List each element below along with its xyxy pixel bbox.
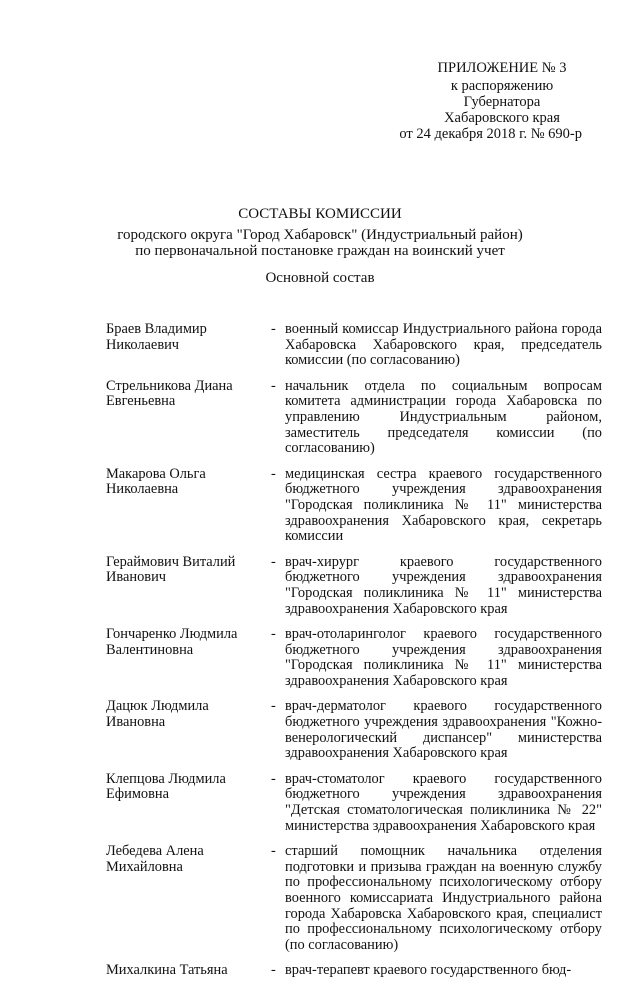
member-row [0,467,640,545]
member-dash: - [271,465,276,482]
member-role: врач-отоларинголог краевого государственного бюджетного учреждения здравоохранения "Городская поликлиника № 11" министерства здравоохранения Хабаровского края [285,626,602,689]
member-dash: - [271,770,276,787]
member-name [106,699,264,730]
member-row [0,627,640,689]
member-role: врач-хирург краевого государственного бюджетного учреждения здравоохранения "Городская поликлиника № 11" министерства здравоохранения Хабаровского края [285,553,602,617]
member-name [106,322,264,353]
appendix-line-3: Хабаровского края [444,110,560,126]
appendix-line-1: к распоряжению [450,78,554,94]
member-name [106,627,264,658]
member-name [106,379,264,410]
member-role: старший помощник начальника отделения подготовки и призыва граждан на военную службу по профессиональному психологическому отбору военного комиссариата Индустриального района города Хабаровска Хабаровского края, специалист по профессиональному психологическому отбору (по согласованию) [285,843,602,953]
member-row [0,699,640,761]
member-surname: Клепцова Людмила [106,770,226,787]
member-name [106,772,264,803]
appendix-date: от 24 декабря 2018 г. № 690-р [399,126,582,142]
member-patronymic: Евгеньевна [106,393,176,410]
document-subtitle-2: по первоначальной постановке граждан на воинский учет [135,243,505,259]
member-surname: Макарова Ольга [106,465,206,482]
member-surname: Михалкина Татьяна [106,962,228,979]
member-dash: - [271,321,276,337]
document-title: СОСТАВЫ КОМИССИИ [238,206,402,222]
member-dash: - [271,962,276,979]
member-name [106,844,264,875]
member-name [106,963,264,979]
member-patronymic: Михайловна [106,858,183,875]
member-surname: Гончаренко Людмила [106,626,238,643]
member-role: начальник отдела по социальным вопросам комитета администрации города Хабаровска по управлению Индустриальным районом, заместитель председателя комиссии (по согласованию) [285,377,602,457]
member-dash: - [271,698,276,715]
member-surname: Гераймович Виталий [106,553,236,570]
member-role: врач-терапевт краевого государственного бюд- [285,962,572,979]
member-name [106,467,264,498]
member-row [0,322,640,369]
document-subtitle-1: городского округа "Город Хабаровск" (Индустриальный район) [117,227,523,243]
member-patronymic: Николаевич [106,336,180,353]
member-dash: - [271,553,276,570]
member-patronymic: Валентиновна [106,641,194,658]
member-dash: - [271,843,276,860]
member-surname: Дацюк Людмила [106,698,209,715]
member-role: военный комиссар Индустриального района города Хабаровска Хабаровского края, председатель комиссии (по согласованию) [285,321,602,369]
member-dash: - [271,626,276,643]
section-heading: Основной состав [265,270,375,286]
member-row [0,963,640,979]
member-row [0,844,640,953]
member-surname: Стрельникова Диана [106,377,233,394]
appendix-block [399,60,602,142]
member-surname: Лебедева Алена [106,843,204,860]
member-role: медицинская сестра краевого государственного бюджетного учреждения здравоохранения "Городская поликлиника № 11" министерства здравоохранения Хабаровского края, секретарь комиссии [285,465,602,545]
member-patronymic: Ивановна [106,714,166,731]
member-surname: Браев Владимир [106,321,207,337]
member-row [0,379,640,457]
member-patronymic: Иванович [106,569,167,586]
appendix-line-2: Губернатора [463,94,541,110]
member-row [0,555,640,617]
member-role: врач-стоматолог краевого государственного бюджетного учреждения здравоохранения "Детская стоматологическая поликлиника № 22" министерства здравоохранения Хабаровского края [285,770,602,834]
member-row [0,772,640,834]
members-list [0,322,640,989]
member-role: врач-дерматолог краевого государственного бюджетного учреждения здравоохранения "Кожно-венерологический диспансер" министерства здравоохранения Хабаровского края [285,698,602,762]
member-name [106,555,264,586]
member-patronymic: Ефимовна [106,786,170,803]
member-patronymic: Николаевна [106,481,179,498]
appendix-heading: ПРИЛОЖЕНИЕ № 3 [437,60,567,76]
member-dash: - [271,377,276,394]
